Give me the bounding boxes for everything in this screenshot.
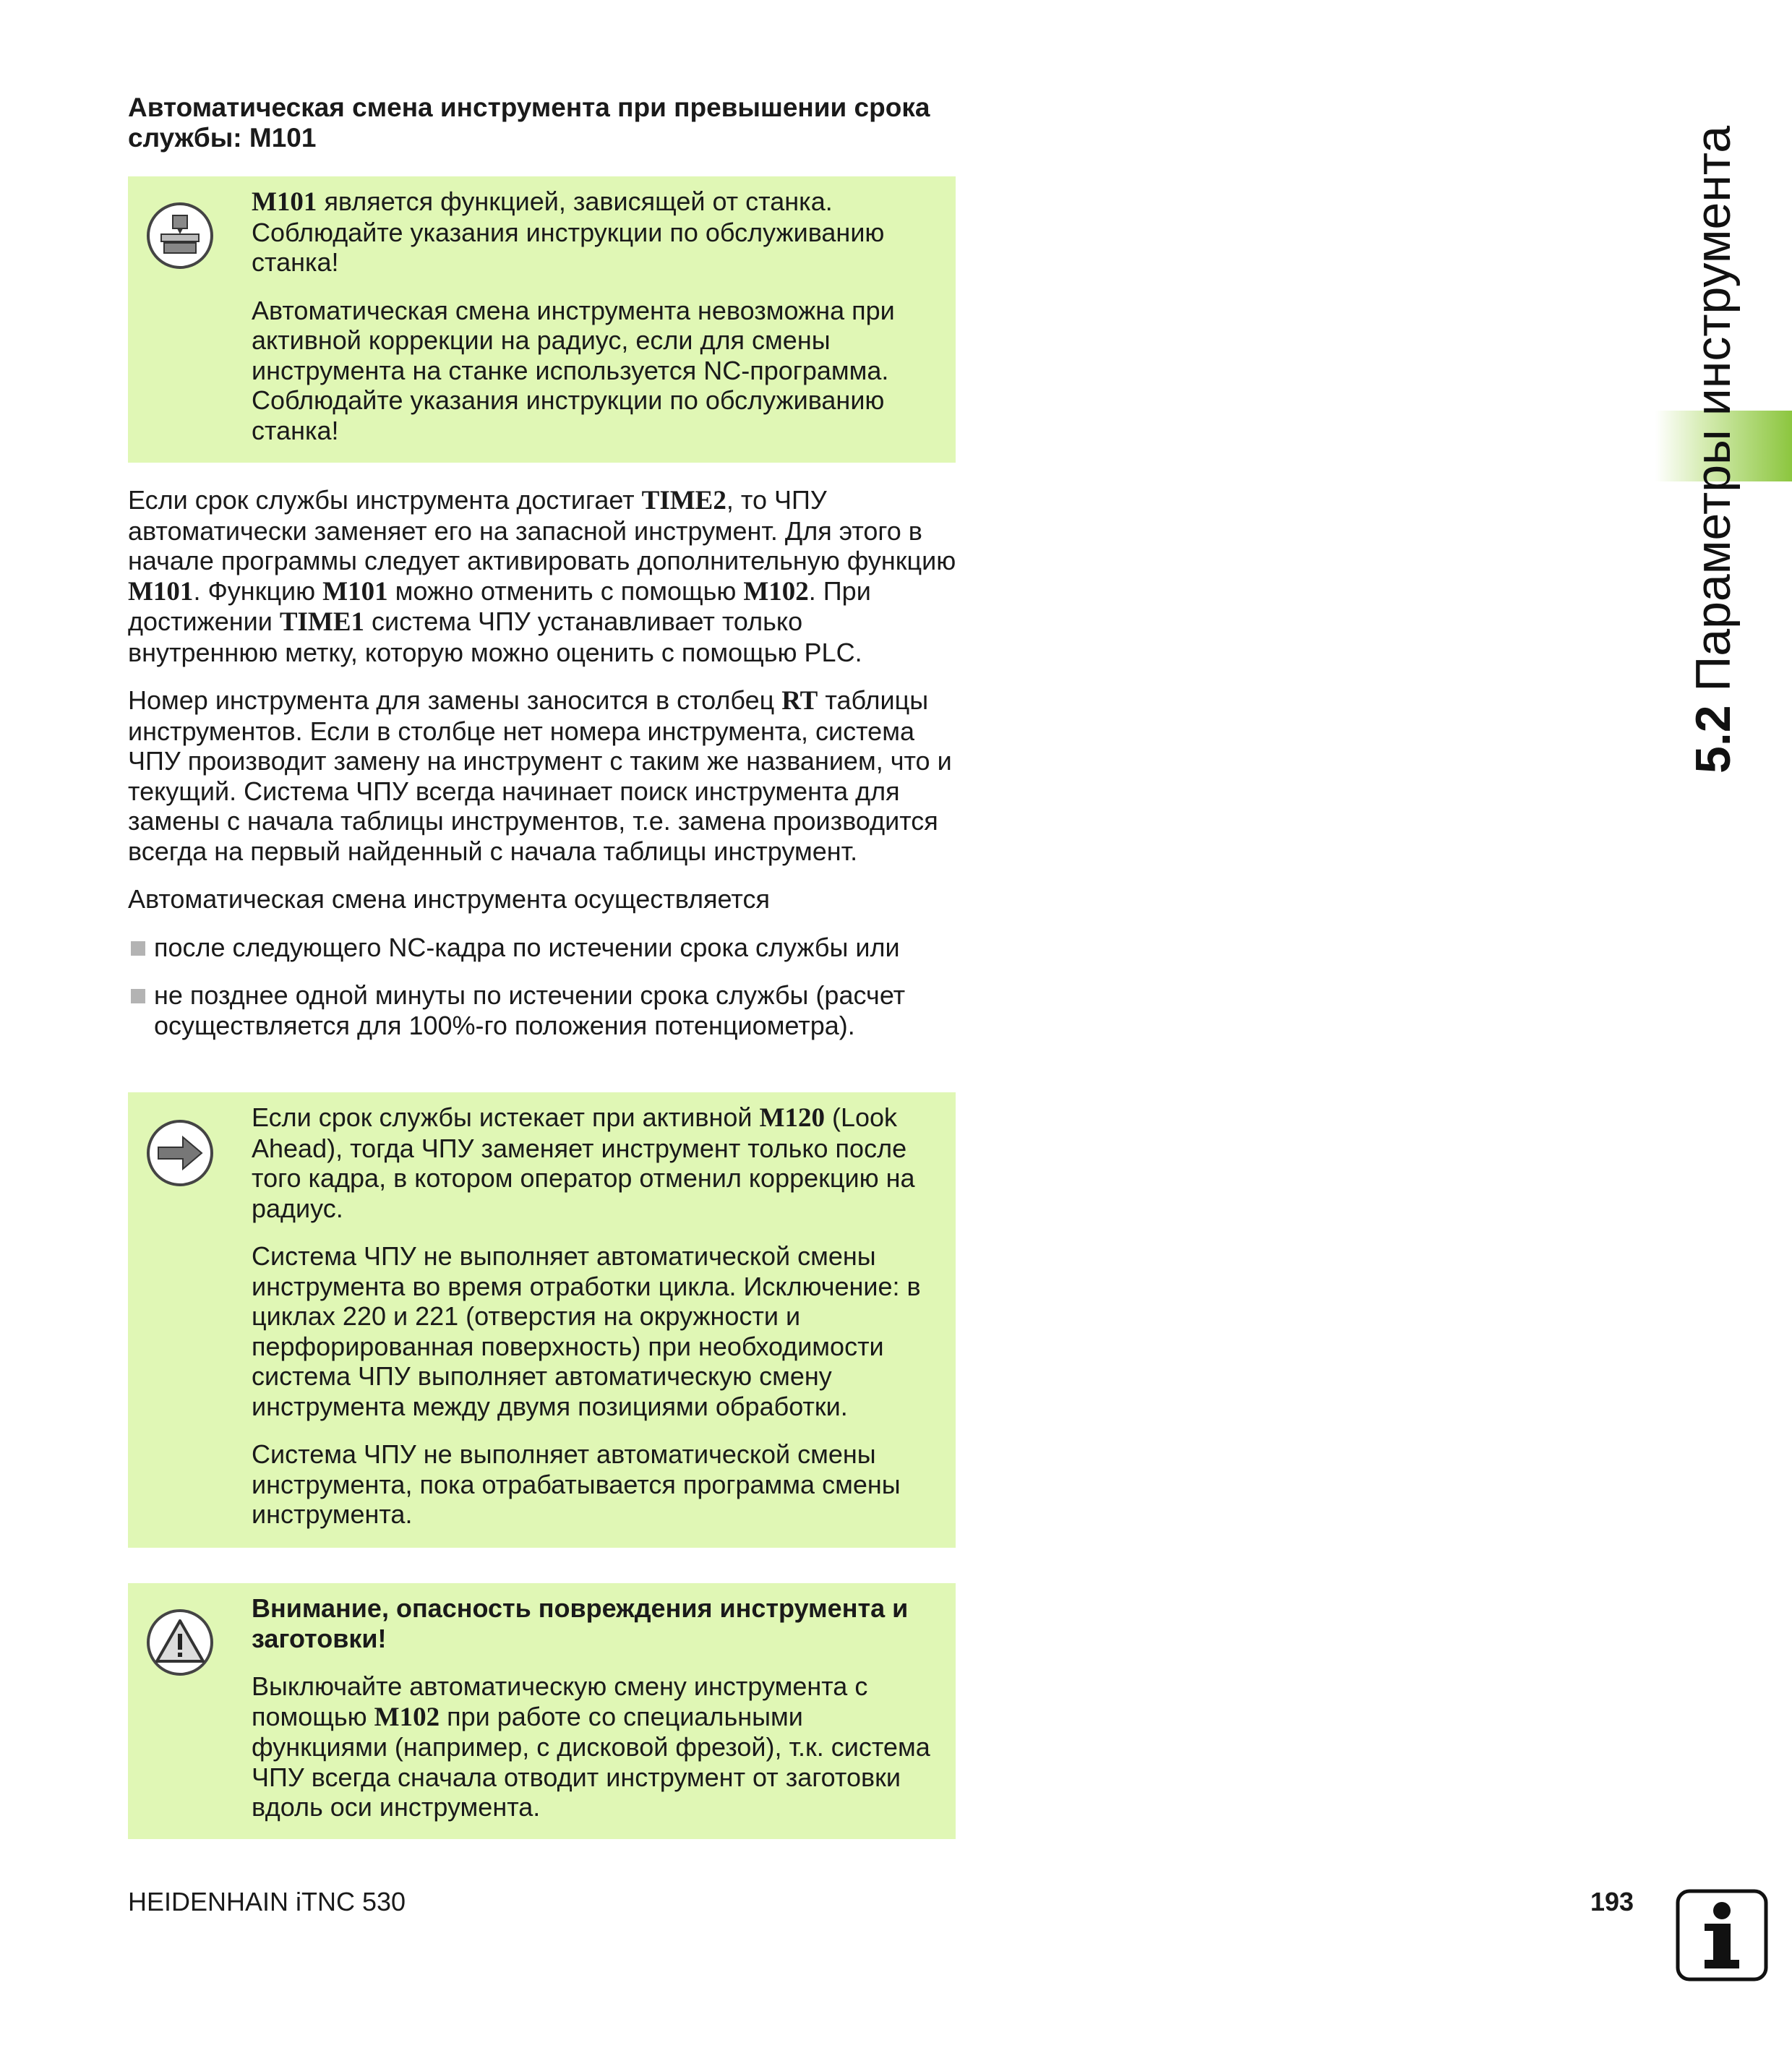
bullet-square-icon bbox=[131, 989, 145, 1003]
note3-paragraph-1: Выключайте автоматическую смену инструмента с помощью M102 при работе со специальными функциями (например, с дисковой фрезой), т.к. система ЧПУ всегда сначала отводит инструмент от заготовки вдоль оси инструмента. bbox=[252, 1671, 930, 1822]
note1-paragraph-2: Автоматическая смена инструмента невозможна при активной коррекции на радиус, если для смены инструмента на станке используется NC-программа. Соблюдайте указания инструкции по обслуживанию станка! bbox=[252, 295, 895, 445]
note2-paragraph-1: Если срок службы истекает при активной M120 (Look Ahead), тогда ЧПУ заменяет инструмент только после того кадра, в котором оператор отменил коррекцию на радиус. bbox=[252, 1102, 915, 1223]
note2-paragraph-2: Система ЧПУ не выполняет автоматической смены инструмента во время отработки цикла. Исключение: в циклах 220 и 221 (отверстия на окружности и перфорированная поверхность) при необходимости система ЧПУ выполняет автоматическую смену инструмента между двумя позициями обработки. bbox=[252, 1241, 921, 1421]
footer-product: HEIDENHAIN iTNC 530 bbox=[128, 1887, 406, 1916]
bullet-square-icon bbox=[131, 941, 145, 956]
list-item: не позднее одной минуты по истечении срока службы (расчет осуществляется для 100%-го положения потенциометра). bbox=[128, 980, 959, 1040]
note-warning bbox=[128, 1583, 956, 1839]
list-item: после следующего NC-кадра по истечении срока службы или bbox=[128, 933, 959, 963]
note2-paragraph-3: Система ЧПУ не выполняет автоматической смены инструмента, пока отрабатывается программа смены инструмента. bbox=[252, 1439, 901, 1529]
chapter-side-title: 5.2 Параметры инструмента bbox=[1686, 125, 1741, 774]
arrow-right-icon bbox=[145, 1118, 215, 1188]
warning-title: Внимание, опасность повреждения инструмента и заготовки! bbox=[252, 1593, 909, 1653]
section-heading: Автоматическая смена инструмента при превышении срока службы: M101 bbox=[128, 93, 930, 153]
keyword-m101: M101 bbox=[252, 187, 317, 217]
warning-icon bbox=[145, 1608, 215, 1677]
machine-icon bbox=[145, 201, 215, 270]
body-text bbox=[128, 485, 959, 1058]
note-machine-dependent bbox=[128, 176, 956, 463]
note-tip bbox=[128, 1092, 956, 1548]
note1-paragraph-1: M101 является функцией, зависящей от станка. Соблюдайте указания инструкции по обслуживанию станка! bbox=[252, 187, 885, 277]
paragraph-rt-column: Номер инструмента для замены заносится в столбец RT таблицы инструментов. Если в столбце нет номера инструмента, система ЧПУ производит замену на инструмент с таким же названием, что и текущий. Система ЧПУ всегда начинает поиск инструмента для замены с начала таблицы инструментов, т.е. замена производится всегда на первый найденный с начала таблицы инструмент. bbox=[128, 685, 952, 866]
page-number: 193 bbox=[1590, 1887, 1634, 1916]
paragraph-change-conditions: Автоматическая смена инструмента осуществляется bbox=[128, 884, 770, 914]
paragraph-time2: Если срок службы инструмента достигает TIME2, то ЧПУ автоматически заменяет его на запасной инструмент. Для этого в начале программы следует активировать дополнительную функцию M101. Функцию M101 можно отменить с помощью M102. При достижении TIME1 система ЧПУ устанавливает только внутреннюю метку, которую можно оценить с помощью PLC. bbox=[128, 485, 956, 667]
info-icon[interactable] bbox=[1676, 1889, 1768, 1981]
